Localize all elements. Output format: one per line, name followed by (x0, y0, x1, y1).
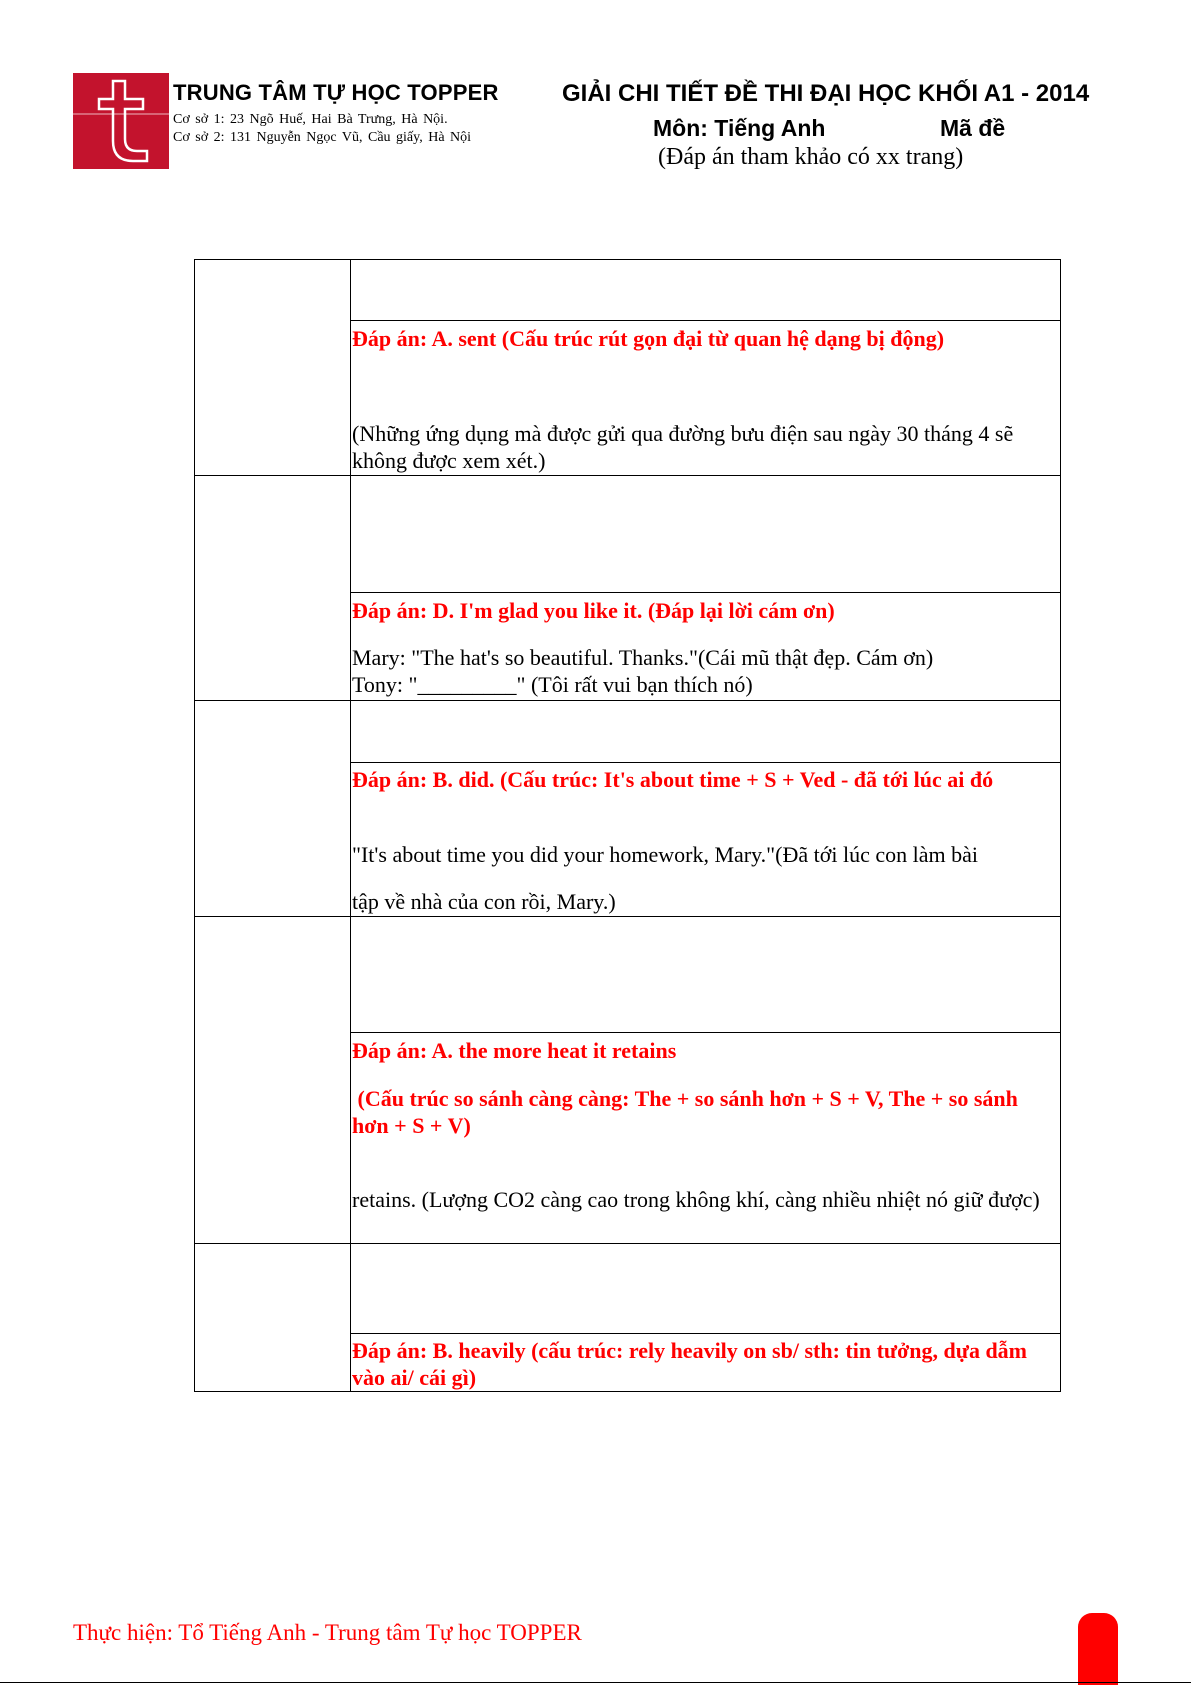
dialogue-line-1-q2: Mary: "The hat's so beautiful. Thanks."(Cái mũ thật đẹp. Cám ơn) (352, 645, 934, 670)
explanation-q4: retains. (Lượng CO2 càng cao trong không khí, càng nhiều nhiệt nó giữ được) (352, 1187, 1040, 1212)
dialogue-line-2-q2: Tony: "_________" (Tôi rất vui bạn thích nó) (352, 672, 753, 697)
address-line-2: Cơ sở 2: 131 Nguyễn Ngọc Vũ, Cầu giấy, Hà Nội (173, 130, 472, 145)
answer-q1: Đáp án: A. sent (Cấu trúc rút gọn đại từ quan hệ dạng bị động) (352, 326, 945, 351)
center-name: TRUNG TÂM TỰ HỌC TOPPER (173, 80, 499, 105)
row-separator (194, 916, 1061, 917)
cell-separator (350, 320, 1061, 321)
bottom-rule (0, 1682, 1191, 1683)
pages-note: (Đáp án tham khảo có xx trang) (658, 144, 964, 170)
explanation-q1: (Những ứng dụng mà được gửi qua đường bưu điện sau ngày 30 tháng 4 sẽ không được xem xét.) (352, 421, 1014, 473)
table-column-divider (350, 259, 351, 1392)
answer-q5: Đáp án: B. heavily (cấu trúc: rely heavily on sb/ sth: tin tưởng, dựa dẫm vào ai/ cái gì) (352, 1338, 1028, 1390)
page-corner-tab (1078, 1613, 1118, 1685)
cell-separator (350, 762, 1061, 763)
address-line-1: Cơ sở 1: 23 Ngõ Huế, Hai Bà Trưng, Hà Nội. (173, 112, 448, 127)
exam-title: GIẢI CHI TIẾT ĐỀ THI ĐẠI HỌC KHỐI A1 - 2014 (562, 80, 1090, 107)
sentence-line-1-q3: "It's about time you did your homework, Mary."(Đã tới lúc con làm bài (352, 842, 979, 867)
answer-q2: Đáp án: D. I'm glad you like it. (Đáp lại lời cám ơn) (352, 598, 835, 623)
answer-q3: Đáp án: B. did. (Cấu trúc: It's about time + S + Ved - đã tới lúc ai đó (352, 767, 994, 792)
exam-code-label: Mã đề (940, 115, 1006, 141)
footer-credit: Thực hiện: Tổ Tiếng Anh - Trung tâm Tự học TOPPER (73, 1620, 582, 1645)
sentence-line-2-q3: tập về nhà của con rồi, Mary.) (352, 889, 616, 914)
cell-separator (350, 1032, 1061, 1033)
row-separator (194, 475, 1061, 476)
cell-separator (350, 592, 1061, 593)
row-separator (194, 700, 1061, 701)
structure-q4: (Cấu trúc so sánh càng càng: The + so sánh hơn + S + V, The + so sánh hơn + S + V) (352, 1086, 1024, 1138)
topper-logo (73, 73, 169, 169)
cell-separator (350, 1333, 1061, 1334)
answer-q4: Đáp án: A. the more heat it retains (352, 1038, 677, 1063)
row-separator (194, 1243, 1061, 1244)
subject-label: Môn: Tiếng Anh (653, 115, 826, 141)
